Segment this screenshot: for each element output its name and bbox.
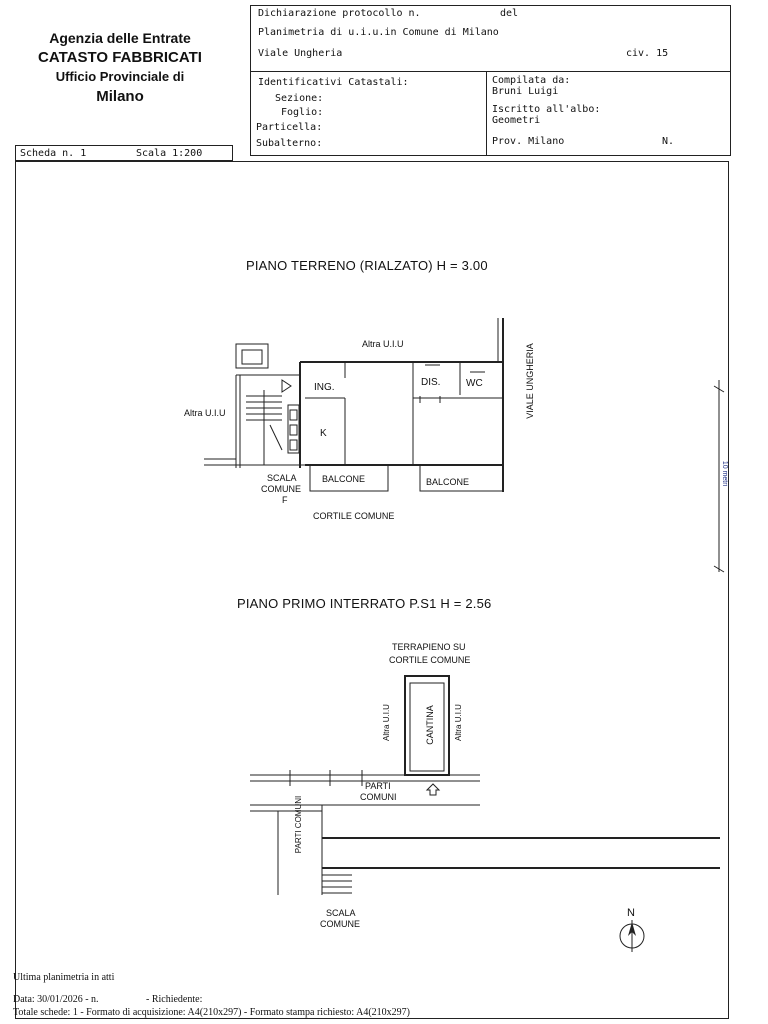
identifiers-title: Identificativi Catastali: xyxy=(258,77,409,88)
sheet-number: Scheda n. 1 xyxy=(20,148,87,159)
margin-scale-note: 10 metri xyxy=(721,460,729,487)
label-balcone-1: BALCONE xyxy=(322,474,366,484)
label-parti-comuni-v: PARTI COMUNI xyxy=(294,795,304,854)
label-balcone-2: BALCONE xyxy=(426,477,470,487)
label-comune-basement: COMUNE xyxy=(320,919,360,929)
label-wc: WC xyxy=(466,378,483,389)
compiled-by-label: Compilata da: xyxy=(492,75,571,86)
compiled-by: Bruni Luigi xyxy=(492,86,559,97)
foglio-label: Foglio: xyxy=(281,107,324,118)
label-terrapieno-1: TERRAPIENO SU xyxy=(392,642,466,652)
basement-title: PIANO PRIMO INTERRATO P.S1 H = 2.56 xyxy=(237,596,492,611)
subalterno-label: Subalterno: xyxy=(256,138,323,149)
label-disimpegno: DIS. xyxy=(421,377,441,388)
label-scala-basement: SCALA xyxy=(326,908,356,918)
civic-number: civ. 15 xyxy=(626,48,669,59)
province: Prov. Milano xyxy=(492,136,565,147)
label-cucina: K xyxy=(320,428,327,439)
footer-date: Data: 30/01/2026 - n. xyxy=(13,994,99,1005)
label-parti: PARTI xyxy=(365,781,391,791)
label-altra-uiu-top: Altra U.I.U xyxy=(362,339,404,349)
label-terrapieno-2: CORTILE COMUNE xyxy=(389,655,471,665)
declaration-del: del xyxy=(500,8,519,19)
label-altra-uiu-b1: Altra U.I.U xyxy=(381,704,391,741)
registered: Geometri xyxy=(492,115,541,126)
agency-office: CATASTO FABBRICATI xyxy=(38,49,202,66)
footer-last-plan: Ultima planimetria in atti xyxy=(13,972,115,983)
label-cortile: CORTILE COMUNE xyxy=(313,511,395,521)
agency-city: Milano xyxy=(96,88,144,105)
agency-name: Agenzia delle Entrate xyxy=(49,30,191,46)
address: Viale Ungheria xyxy=(258,48,343,59)
declaration-label: Dichiarazione protocollo n. xyxy=(258,8,421,19)
registered-label: Iscritto all'albo: xyxy=(492,104,601,115)
sheet-scale: Scala 1:200 xyxy=(136,148,203,159)
number-label: N. xyxy=(662,136,675,147)
footer-requester: - Richiedente: xyxy=(146,994,203,1005)
label-viale: VIALE UNGHERIA xyxy=(524,343,535,419)
ground-floor-title: PIANO TERRENO (RIALZATO) H = 3.00 xyxy=(246,258,488,273)
label-cantina: CANTINA xyxy=(424,705,435,745)
label-f: F xyxy=(282,495,288,505)
planimetry-label: Planimetria di u.i.u.in Comune di Milano xyxy=(258,27,499,38)
label-ingresso: ING. xyxy=(314,382,335,393)
label-altra-uiu-left: Altra U.I.U xyxy=(184,408,226,418)
agency-province-office: Ufficio Provinciale di xyxy=(55,69,185,84)
sezione-label: Sezione: xyxy=(275,93,324,104)
north-label: N xyxy=(627,907,635,919)
label-altra-uiu-b2: Altra U.I.U xyxy=(453,704,463,741)
label-scala: SCALA xyxy=(267,473,297,483)
label-comune: COMUNE xyxy=(261,484,301,494)
particella-label: Particella: xyxy=(256,122,323,133)
footer-totals: Totale schede: 1 - Formato di acquisizione: A4(210x297) - Formato stampa richiesto: A4(210x297) xyxy=(13,1007,410,1018)
label-comuni: COMUNI xyxy=(360,792,397,802)
